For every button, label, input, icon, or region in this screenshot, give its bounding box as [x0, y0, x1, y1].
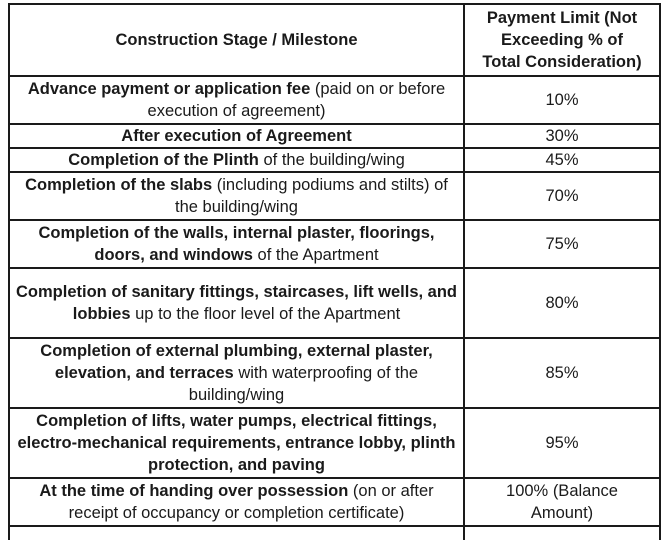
- stage-cell: After execution of Agreement: [9, 124, 464, 148]
- stage-cell: Completion of the Plinth of the building/wing: [9, 148, 464, 172]
- table-row: [9, 268, 660, 338]
- stage-cell: Completion of the walls, internal plaster, floorings, doors, and windows of the Apartment: [9, 220, 464, 268]
- limit-cell: 10%: [464, 76, 660, 124]
- table-row: [9, 76, 660, 124]
- payment-schedule-table: [8, 3, 661, 540]
- limit-cell: 45%: [464, 148, 660, 172]
- stage-cell: Completion of sanitary fittings, staircases, lift wells, and lobbies up to the floor level of the Apartment: [9, 268, 464, 338]
- stage-cell: Completion of external plumbing, external plaster, elevation, and terraces with waterproofing of the building/wing: [9, 338, 464, 408]
- table-row: [9, 148, 660, 172]
- table-row: [9, 526, 660, 540]
- table-row: [9, 338, 660, 408]
- table-header-row: [9, 4, 660, 76]
- limit-cell: 100% (Balance Amount): [464, 478, 660, 526]
- empty-cell: [464, 526, 660, 540]
- limit-cell: 85%: [464, 338, 660, 408]
- stage-cell: Advance payment or application fee (paid on or before execution of agreement): [9, 76, 464, 124]
- header-payment-limit: Payment Limit (Not Exceeding % of Total Consideration): [464, 4, 660, 76]
- limit-cell: 75%: [464, 220, 660, 268]
- header-stage: Construction Stage / Milestone: [9, 4, 464, 76]
- stage-cell: Completion of lifts, water pumps, electrical fittings, electro-mechanical requirements, entrance lobby, plinth protection, and paving: [9, 408, 464, 478]
- stage-cell: At the time of handing over possession (on or after receipt of occupancy or completion certificate): [9, 478, 464, 526]
- table-row: [9, 124, 660, 148]
- limit-cell: 70%: [464, 172, 660, 220]
- empty-cell: [9, 526, 464, 540]
- limit-cell: 95%: [464, 408, 660, 478]
- stage-cell: Completion of the slabs (including podiums and stilts) of the building/wing: [9, 172, 464, 220]
- table-row: [9, 408, 660, 478]
- limit-cell: 80%: [464, 268, 660, 338]
- table-row: [9, 478, 660, 526]
- table-row: [9, 220, 660, 268]
- limit-cell: 30%: [464, 124, 660, 148]
- table-row: [9, 172, 660, 220]
